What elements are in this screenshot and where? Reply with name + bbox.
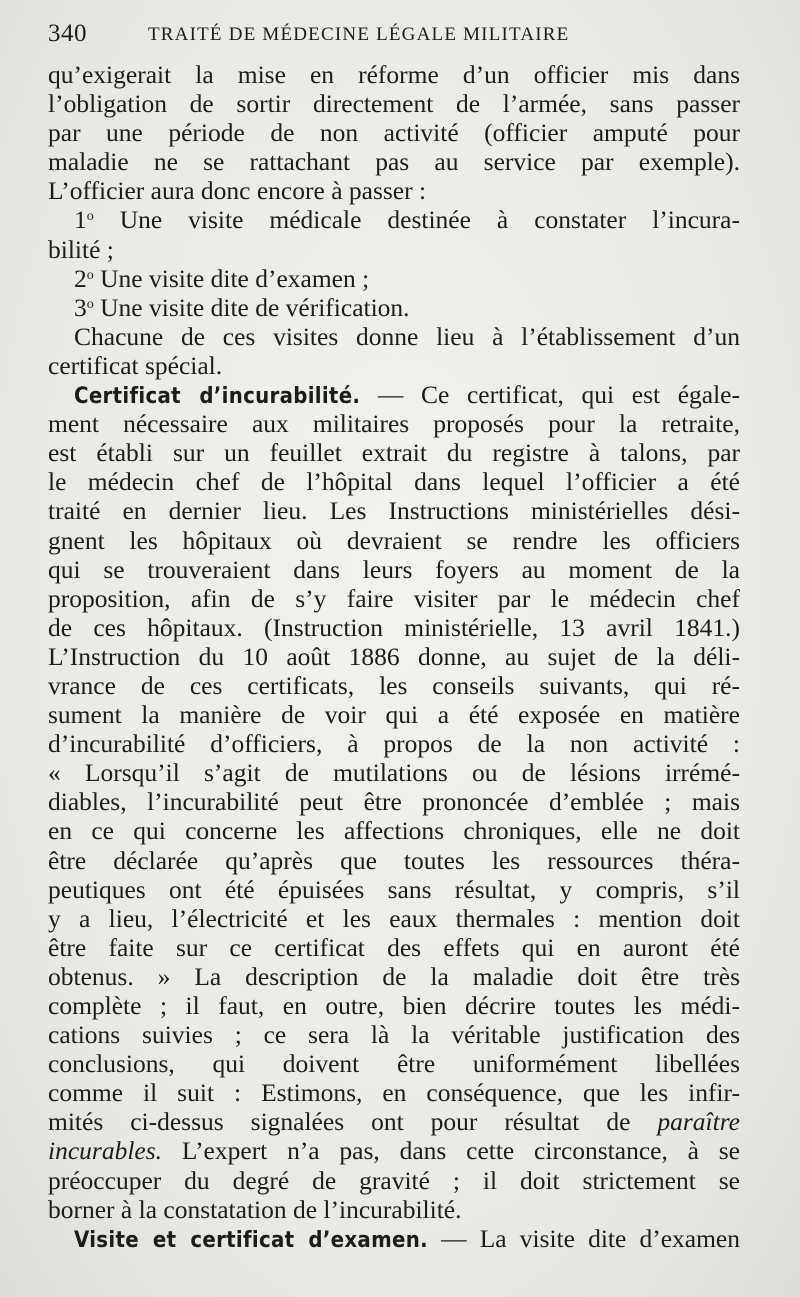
ordinal-suffix: o (86, 267, 94, 283)
ordinal-suffix: o (86, 296, 94, 312)
text-line: être déclarée qu’après que toutes les ressources théra- (48, 845, 740, 875)
list-item-1 (48, 205, 740, 234)
ordinal-suffix: o (86, 209, 94, 225)
text-line: préoccuper du degré de gravité ; il doit strictement se (48, 1165, 740, 1195)
text-line: complète ; il faut, en outre, bien décrire toutes les médi- (48, 991, 740, 1020)
text-line: de ces hôpitaux. (Instruction ministérielle, 13 avril 1841.) (48, 612, 740, 642)
text-line: obtenus. » La description de la maladie doit être très (48, 961, 740, 991)
text-line: conclusions, qui doivent être uniformément libellées (48, 1049, 740, 1079)
text-fragment: mités ci-dessus signalées ont pour résultat de (48, 1107, 658, 1137)
text-line: est établi sur un feuillet extrait du registre à talons, par (48, 438, 740, 468)
text-line: sument la manière de voir qui a été exposée en matière (48, 700, 740, 730)
italic-text: paraître (657, 1107, 740, 1137)
running-title: TRAITÉ DE MÉDECINE LÉGALE MILITAIRE (148, 24, 570, 45)
text-line: l’obligation de sortir directement de l’armée, sans passer (48, 89, 740, 119)
text-line: L’officier aura donc encore à passer : (48, 176, 427, 206)
text-line: maladie ne se rattachant pas au service par exemple). (48, 147, 740, 177)
text-line: L’Instruction du 10 août 1886 donne, au sujet de la déli- (48, 641, 740, 671)
section-heading: Certificat d’incurabilité. (74, 384, 361, 410)
text-line: peutiques ont été épuisées sans résultat, y compris, s’il (48, 874, 740, 904)
list-number: 1 (74, 205, 87, 235)
text-line: « Lorsqu’il s’agit de mutilations ou de lésions irrémé- (48, 758, 740, 788)
text-line: le médecin chef de l’hôpital dans lequel l’officier a été (48, 467, 740, 497)
text-line: être faite sur ce certificat des effets qui en auront été (48, 932, 740, 962)
text-line: y a lieu, l’électricité et les eaux thermales : mention doit (48, 903, 740, 933)
text-line: certificat spécial. (48, 350, 223, 380)
text-line: vrance de ces certificats, les conseils suivants, qui ré- (48, 670, 740, 700)
text-fragment: L’expert n’a pas, dans cette circonstance, à se (162, 1136, 740, 1166)
text-line: comme il suit : Estimons, en conséquence, que les infir- (48, 1078, 740, 1108)
body-text (48, 60, 740, 1253)
text-line: qui se trouveraient dans leurs foyers au moment de la (48, 554, 740, 584)
list-text: Une visite dite d’examen ; (93, 263, 370, 293)
section-heading-line (48, 1224, 740, 1253)
page-header (48, 20, 748, 50)
list-text: Une visite médicale destinée à constater l’incura- (93, 205, 740, 235)
text-line: gnent les hôpitaux où devraient se rendre les officiers (48, 525, 740, 555)
text-line: proposition, afin de s’y faire visiter par le médecin chef (48, 583, 740, 613)
section-heading-line (48, 380, 740, 409)
text-line-with-italic (48, 1136, 740, 1165)
text-line: ment nécessaire aux militaires proposés pour la retraite, (48, 409, 740, 439)
text-line: qu’exigerait la mise en réforme d’un officier mis dans (48, 60, 740, 89)
text-line: diables, l’incurabilité peut être prononcée d’emblée ; mais (48, 787, 740, 817)
text-line-with-italic (48, 1107, 740, 1136)
text-fragment: — La visite dite d’examen (427, 1223, 740, 1253)
text-line: d’incurabilité d’officiers, à propos de la non activité : (48, 729, 740, 759)
page-number: 340 (48, 20, 87, 47)
text-line: bilité ; (48, 234, 114, 264)
text-line: borner à la constatation de l’incurabilité. (48, 1194, 462, 1224)
text-line: cations suivies ; ce sera là la véritable justification des (48, 1020, 740, 1050)
list-number: 2 (74, 263, 87, 293)
text-fragment: — Ce certificat, qui est égale- (360, 380, 740, 410)
list-item-2 (48, 264, 740, 293)
text-line: Chacune de ces visites donne lieu à l’établissement d’un (74, 321, 740, 351)
list-number: 3 (74, 292, 87, 322)
italic-text: incurables. (48, 1136, 163, 1166)
text-line: en ce qui concerne les affections chroniques, elle ne doit (48, 816, 740, 846)
section-heading: Visite et certificat d’examen. (74, 1227, 428, 1253)
text-line: traité en dernier lieu. Les Instructions ministérielles dési- (48, 496, 740, 526)
text-line: par une période de non activité (officier amputé pour (48, 118, 740, 148)
list-text: Une visite dite de vérification. (93, 292, 410, 322)
list-item-3 (48, 293, 740, 322)
